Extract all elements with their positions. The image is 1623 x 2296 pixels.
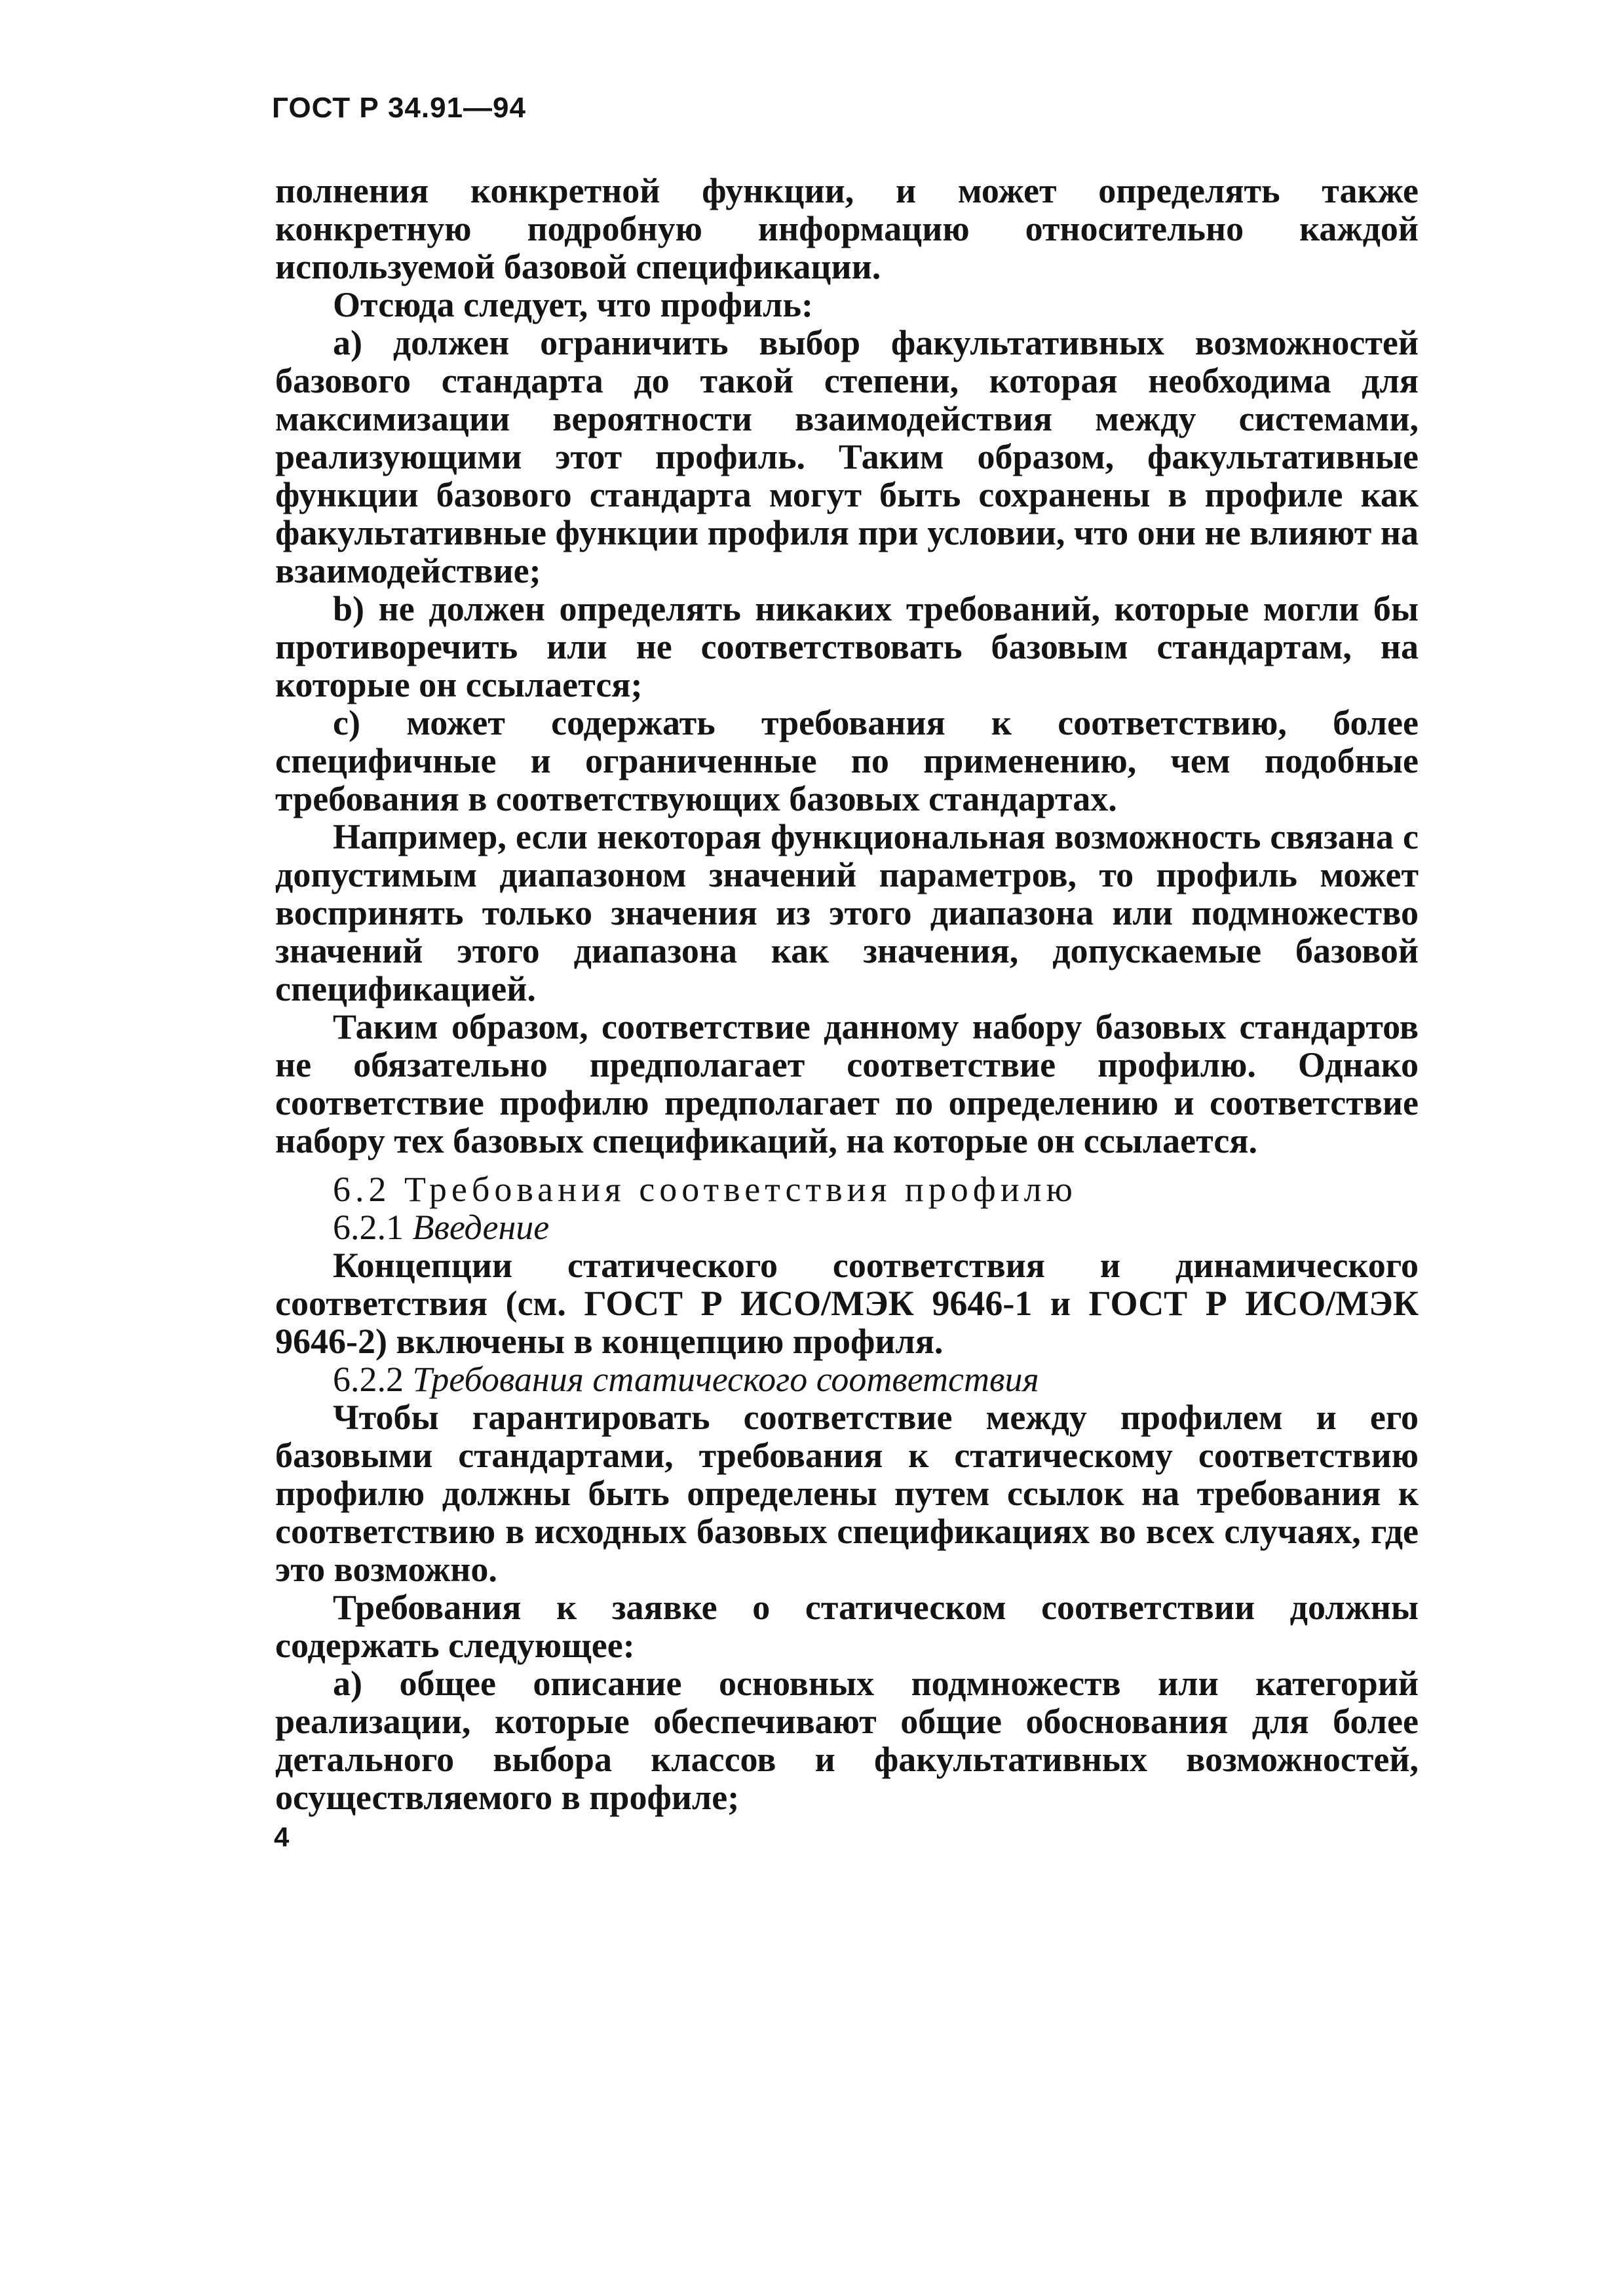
subsection-heading xyxy=(275,1360,1419,1398)
paragraph: Таким образом, соответствие данному набору базовых стандартов не обязательно предполагает соответствие профилю. Однако соответствие профилю предполагает по определению и соответствие набору тех базовых спецификаций, на которые он ссылается. xyxy=(275,1007,1419,1160)
paragraph: Например, если некоторая функциональная возможность связана с допустимым диапазоном значений параметров, то профиль может воспринять только значения из этого диапазона или подмножество значений этого диапазона как значения, допускаемые базовой спецификацией. xyxy=(275,817,1419,1008)
list-item: а) должен ограничить выбор факультативных возможностей базового стандарта до такой степени, которая необходима для максимизации вероятности взаимодействия между системами, реализующими этот профиль. Таким образом, факультативные функции базового стандарта могут быть сохранены в профиле как факультативные функции профиля при условии, что они не влияют на взаимодействие; xyxy=(275,323,1419,590)
document-header: ГОСТ Р 34.91—94 xyxy=(272,92,526,124)
subsection-heading xyxy=(275,1208,1419,1246)
subsection-number: 6.2.1 xyxy=(333,1208,404,1247)
paragraph: Концепции статического соответствия и динамического соответствия (см. ГОСТ Р ИСО/МЭК 9646-1 и ГОСТ Р ИСО/МЭК 9646-2) включены в концепцию профиля. xyxy=(275,1246,1419,1361)
paragraph: полнения конкретной функции, и может определять также конкретную подробную информацию относительно каждой используемой базовой спецификации. xyxy=(275,171,1419,286)
paragraph: Отсюда следует, что профиль: xyxy=(333,285,813,324)
paragraph: Чтобы гарантировать соответствие между профилем и его базовыми стандартами, требования к статическому соответствию профилю должны быть определены путем ссылок на требования к соответствию в исходных базовых спецификациях во всех случаях, где это возможно. xyxy=(275,1398,1419,1589)
list-item: а) общее описание основных подмножеств или категорий реализации, которые обеспечивают общие обоснования для более детального выбора классов и факультативных возможностей, осуществляемого в профиле; xyxy=(275,1664,1419,1817)
paragraph: Требования к заявке о статическом соответствии должны содержать следующее: xyxy=(275,1588,1419,1665)
subsection-title: Требования статического соответствия xyxy=(412,1360,1039,1399)
list-item: с) может содержать требования к соответствию, более специфичные и ограниченные по применению, чем подобные требования в соответствующих базовых стандартах. xyxy=(275,703,1419,818)
subsection-title: Введение xyxy=(412,1208,550,1247)
subsection-number: 6.2.2 xyxy=(333,1360,404,1399)
list-item: b) не должен определять никаких требований, которые могли бы противоречить или не соответствовать базовым стандартам, на которые он ссылается; xyxy=(275,589,1419,704)
section-heading: 6.2 Требования соответствия профилю xyxy=(333,1170,1077,1209)
page-number: 4 xyxy=(274,1822,290,1852)
document-body xyxy=(275,172,1419,1816)
